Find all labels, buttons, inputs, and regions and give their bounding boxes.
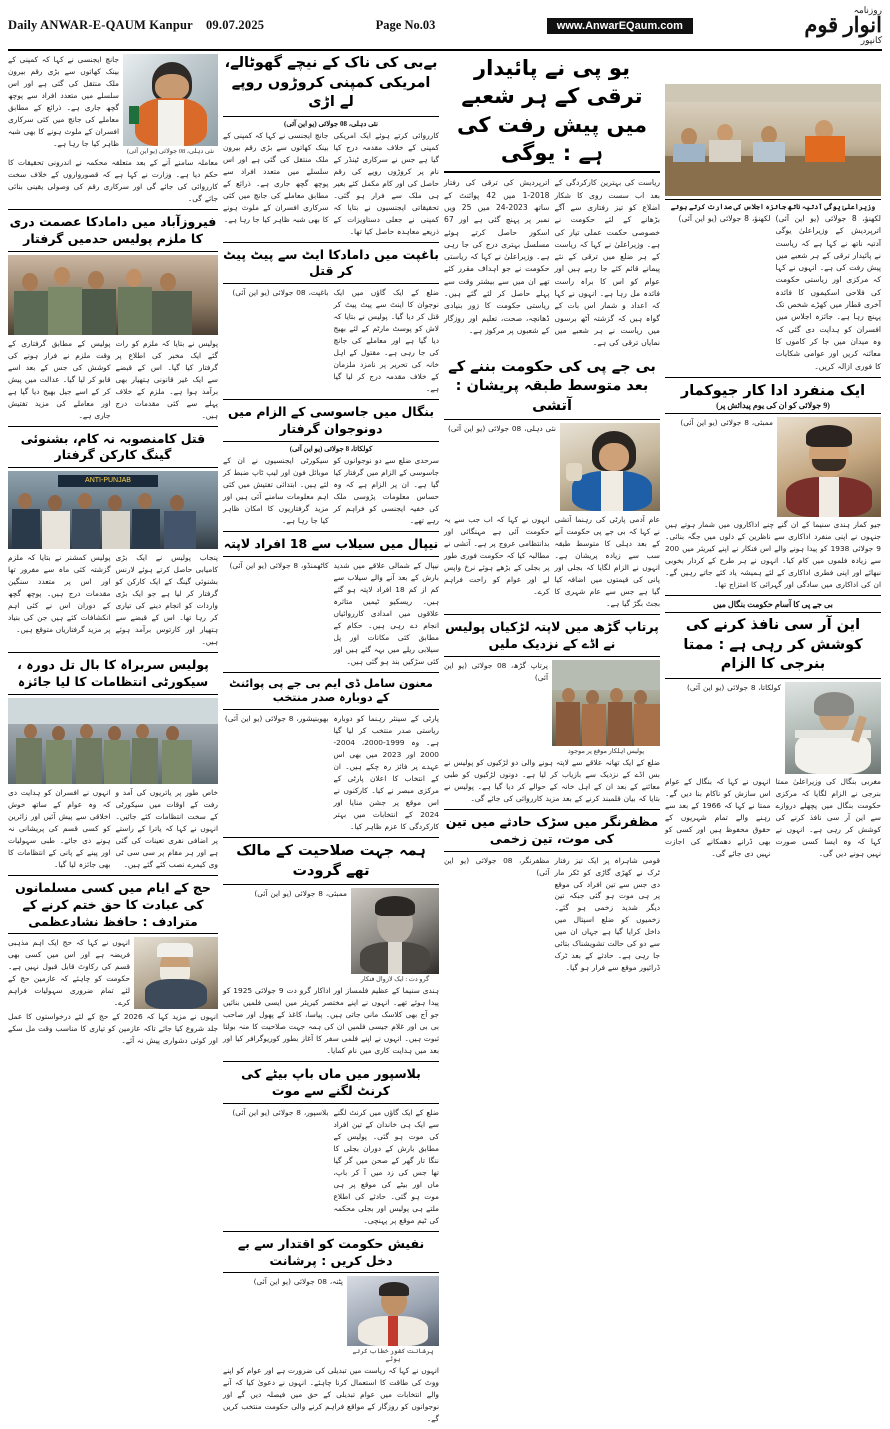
- article-nepal: [223, 536, 439, 673]
- article-murder-gang: [8, 431, 218, 654]
- dateline-baby: نئی دہلی، 08 جولائی (یو این آئی): [284, 119, 378, 128]
- photo-actor: [777, 417, 881, 517]
- headline-prashant: نفیش حکومت کو اقتدار سے بے دخل کریں : پرشانت: [237, 1235, 425, 1268]
- article-text-baghpat-2: باغپت، 08 جولائی (یو این آئی): [232, 288, 329, 298]
- article-text-lead-1: ریاست کی بہترین کارکردگی کے بعد اب سست روی کا شکار اضلاع کو تیز رفتاری سے آگے بڑھانے کے لئے حکومت نے خصوصی حکمت عملی تیار کی ہے۔ وزیراعلیٰ نے کہا کہ ریاست کے ہر ضلع میں ترقی کے نئے پیمانے قائم کئے جا رہے ہیں اور عوام کو اس کا براہ راست فائدہ مل رہا ہے۔ انہوں نے کہا کہ اعداد و شمار اس بات کے گواہ ہیں کہ گزشتہ آٹھ برسوں میں ریاست نے ہر شعبے میں نمایاں ترقی کی ہے۔: [554, 178, 660, 348]
- article-text-bilaspur-1: ضلع کے ایک گاؤں میں کرنٹ لگنے سے ایک ہی خاندان کے تین افراد کی موت ہو گئی۔ پولیس کے مطابق بارش کے دوران بجلی کا ننگا تار گھر کے صحن میں گر گیا تھا جس کی زد میں آ کر باپ، ماں اور بیٹے کی موقع پر ہی موت ہو گئی۔ حادثے کی اطلاع ملتے ہی پولیس اور بجلی محکمہ کی ٹیم موقع پر پہنچی۔: [333, 1107, 439, 1225]
- masthead-date: 09.07.2025: [205, 18, 265, 32]
- article-text-spy-1: سرحدی ضلع سے دو نوجوانوں کو جاسوسی کے الزام میں گرفتار کیا گیا ہے۔ ان پر الزام ہے کہ وہ حساس معلومات پڑوسی ملک کی خفیہ ایجنسی کو فراہم کر رہے تھے۔: [333, 455, 439, 525]
- article-hajj: [8, 880, 218, 1052]
- photo-caption-guru: گرو دت : ایک لازوال فنکار: [360, 976, 430, 984]
- article-bjp-point: [223, 677, 439, 839]
- photo-gang-arrest: ANTI-PUNJAB: [8, 471, 218, 549]
- article-text-nrc-1: کولکاتا، 8 جولائی (یو این آئی): [686, 683, 781, 693]
- article-text-bjppoint-2: بھوبنیشور، 8 جولائی (یو این آئی): [224, 714, 329, 724]
- article-text-firozabad-1: پولیس نے بتایا کہ ملزم کو رات گئے ایک مخبر کی اطلاع پر گرفتار کیا گیا۔ اس کے قبضے سے ایک غیر قانونی ہتھیار بھی برآمد ہوا ہے۔ ملزم کے خلاف پہلے سے کئی مقدمات درج ہیں۔: [115, 338, 218, 420]
- headline-nrc: این آر سی نافذ کرنے کی کوشش کر رہی ہے : ممتا بنرجی کا الزام: [683, 617, 863, 673]
- dateline-lead: وزیراعلیٰ یوگی آدتیہ ناتھ جائزہ اجلاس کی صدارت کرتے ہوئے: [670, 203, 876, 211]
- masthead: [8, 6, 882, 51]
- article-text-atishi-1: نئی دہلی، 08 جولائی (یو این آئی): [447, 424, 556, 434]
- page-grid: [8, 54, 882, 1424]
- subheadline-nrc: بی جے پی کا آسام حکومت بنگال میں: [713, 600, 833, 610]
- article-lead-right: [665, 54, 881, 378]
- article-police-review: [8, 657, 218, 876]
- photo-atishi: [560, 423, 660, 511]
- article-text-muz-2: مظفرنگر، 08 جولائی (یو این آئی): [444, 855, 550, 877]
- headline-baby: بےبی کی ناک کے نیچے گھوٹالے، امریکی کمپنی کروڑوں روپے لے اڑی: [224, 55, 438, 111]
- article-nrc: [665, 600, 881, 864]
- masthead-title: Daily ANWAR-E-QAUM Kanpur: [8, 18, 193, 32]
- headline-police-review: پولیس سربراہ کا بال تل دورہ ، سیکورٹی انتظامات کا لیا جائزہ: [17, 657, 209, 690]
- column-2: [223, 54, 439, 1424]
- article-text-nepal-1: نیپال کے شمالی علاقے میں شدید بارش کے بعد آنے والے سیلاب سے کم از کم 18 افراد لاپتہ ہو گئے ہیں۔ ریسکیو ٹیمیں متاثرہ علاقوں میں امدادی کارروائیاں انجام دے رہی ہیں۔ حکام کے مطابق کئی مکانات اور پل سیلابی ریلے میں بہہ گئے ہیں اور کئی سڑکیں بند ہو گئی ہیں۔: [333, 560, 439, 666]
- article-text-nepal-2: کاٹھمنڈو، 8 جولائی (یو این آئی): [229, 560, 329, 570]
- article-text-baghpat-1: ضلع کے ایک گاؤں میں ایک نوجوان کا اینٹ سے پیٹ پیٹ کر قتل کر دیا گیا۔ پولیس نے بتایا کہ لاش کو پوسٹ مارٹم کے لئے بھیج دیا گیا ہے اور معاملے کی جانچ کی جا رہی ہے۔ مقتول کے اہل خانہ کی تحریر پر نامزد ملزمان کے خلاف مقدمہ درج کر لیا گیا ہے۔: [333, 288, 439, 394]
- article-firozabad: [8, 214, 218, 427]
- article-text-firozabad-2: پولیس کے مطابق گرفتاری کے وقت ملزم نے فرار ہونے کی کوشش کی جس کے بعد اسے قابو کر لیا گیا۔ عدالت میں پیش کر کے اسے جیل بھیج دیا گیا ہے اور معاملے کی مزید تفتیش جاری ہے۔: [8, 338, 111, 420]
- article-block-woman: [8, 54, 218, 210]
- column-1: [8, 54, 218, 1424]
- headline-spy: بنگال میں جاسوسی کے الزام میں دونوجوان گرفتار: [227, 404, 435, 437]
- article-text-nrc-2: مغربی بنگال کی وزیراعلیٰ ممتا بنرجی نے الزام لگایا کہ مرکزی حکومت بنگال میں پچھلے دروازے سے این آر سی نافذ کرنے کی کوشش کر رہی ہے۔ انہوں نے کہا کہ وہ ایسا کسی صورت نہیں ہونے دیں گی۔: [775, 777, 881, 858]
- headline-bjp-point: معنون سامل ڈی ایم بی جے پی پوائنٹ کے دوبارہ صدر منتخب: [229, 676, 433, 705]
- article-text-guru-1: ممبئی، 8 جولائی (یو این آئی): [254, 889, 347, 899]
- article-lead-left: [444, 54, 660, 354]
- photo-police-review: [8, 698, 218, 784]
- headline-murder-gang: قتل کامنصوبہ نہ کام، بشنوئی گینگ کارکن گرفتار: [20, 430, 206, 463]
- headline-bilaspur: بلاسپور میں ماں باپ بیٹے کی کرنٹ لگنے سے موت: [241, 1066, 421, 1098]
- article-text-bilaspur-2: بلاسپور، 8 جولائی (یو این آئی): [232, 1107, 329, 1117]
- photo-prashant: [347, 1276, 439, 1346]
- article-text-actor-1: ممبئی، 8 جولائی (یو این آئی): [680, 418, 773, 428]
- article-text-police-2: انہوں نے افسران کو ہدایت دی کہ وہ عوام کے ساتھ خوش اخلاقی سے پیش آئیں اور زائرین کو کسی قسم کی پریشانی نہ ہونے دی جائے۔ طبی سہولیات اور پینے کے پانی کے انتظامات کا بھی جائزہ لیا گیا۔: [8, 787, 111, 869]
- article-text-prashant-2: انہوں نے کہا کہ ریاست میں تبدیلی کی ضرورت ہے اور عوام کو اپنے ووٹ کی طاقت کا استعمال کرنا چاہئے۔ انہوں نے دعویٰ کیا کہ آنے والے انتخابات میں عوام تبدیلی کے حق میں فیصلہ دیں گے اور نوجوانوں کو روزگار کے مواقع فراہم کرنے والی حکومت منتخب کریں گے۔: [223, 1366, 439, 1424]
- article-text-baby-2: جانچ ایجنسی نے کہا کہ کمپنی کے بینک کھاتوں سے بڑی رقم بیرون ملک منتقل کی گئی ہے اور اس سلسلے میں متعدد افراد سے پوچھ گچھ جاری ہے۔ ذرائع کے مطابق معاملے کی جانچ میں کئی سرکاری افسران کے ملوث ہونے کا بھی شبہ ظاہر کیا جا رہا ہے۔: [223, 130, 329, 224]
- column-4: [665, 54, 881, 1424]
- photo-mamata: [785, 682, 881, 774]
- article-bjp-atishi: [444, 358, 660, 616]
- article-text-hajj-1: انہوں نے کہا کہ حج ایک اہم مذہبی فریضہ ہے اور اس میں کسی بھی قسم کی رکاوٹ قابل قبول نہیں ہے۔ حکومت کو چاہئے کہ عازمین حج کے لئے تمام ضروری سہولیات فراہم کرے۔: [8, 938, 130, 1008]
- article-text-woman: جانچ ایجنسی نے کہا کہ کمپنی کے بینک کھاتوں سے بڑی رقم بیرون ملک منتقل کی گئی ہے اور اس سلسلے میں متعدد افراد سے پوچھ گچھ جاری ہے۔ ذرائع کے مطابق معاملے کی جانچ میں کئی سرکاری افسران کے ملوث ہونے کا بھی شبہ ظاہر کیا جا رہا ہے۔: [8, 55, 119, 148]
- masthead-left: [8, 18, 264, 33]
- photo-woman-speaker: [123, 54, 218, 146]
- article-text-prashant-1: پٹنہ، 08 جولائی (یو این آئی): [253, 1277, 343, 1287]
- headline-muzaffarnagar: مظفرنگر میں سڑک حادثے میں تین کی موت، تین زخمی: [445, 813, 659, 846]
- article-text-gang-2: پولیس کمشنر نے بتایا کہ ملزم گزشتہ کئی ماہ سے مفرور تھا اور اس پر متعدد سنگین مقدمات درج ہیں۔ پوچھ گچھ کے دوران اس نے کئی اہم انکشافات کئے ہیں جن کی بنیاد پر مزید گرفتاریاں متوقع ہیں۔: [8, 553, 111, 635]
- photo-firozabad-arrest: [8, 255, 218, 335]
- article-actor: [665, 382, 881, 596]
- logo-small-text: روزنامہ: [853, 5, 882, 15]
- website-url[interactable]: www.AnwarEQaum.com: [547, 18, 693, 34]
- article-pratapgarh: [444, 619, 660, 810]
- photo-hafiz: [134, 937, 218, 1009]
- headline-nepal: نیپال میں سیلاب سے 18 افراد لاپتہ: [223, 535, 439, 551]
- headline-actor: ایک منفرد ادا کار جیوکمار: [680, 382, 866, 399]
- dateline-spy: کولکاتا، 8 جولائی (یو این آئی): [289, 444, 373, 453]
- photo-caption-pratapgarh: پولیس اہلکار موقع پر موجود: [567, 747, 645, 755]
- photo-caption-woman: نئی دہلی، 08 جولائی (یو این آئی): [126, 148, 215, 155]
- article-text-woman-2: معاملہ سامنے آنے کے بعد متعلقہ محکمہ نے اندرونی تحقیقات کا حکم دیا ہے۔ وزارت نے کہا ہے کہ قصورواروں کے خلاف سخت کارروائی کی جائے گی اور سرکاری رقم کی وصولی یقینی بنائی جائے گی۔: [8, 158, 218, 203]
- headline-pratapgarh: پرتاپ گڑھ میں لاپتہ لڑکیاں پولیس نے اڈے کے نزدیک ملیں: [445, 619, 659, 651]
- article-text-bjppoint-1: پارٹی کے سینئر رہنما کو دوبارہ ریاستی صدر منتخب کر لیا گیا ہے۔ وہ 1999-2000، 2004-2000 اور 2023 میں بھی اس عہدے پر فائز رہ چکے ہیں۔ ان کے انتخاب کا اعلان پارٹی کے مرکزی مبصر نے کیا۔ کارکنوں نے اس موقع پر جشن منایا اور 2024 کے انتخابات میں بہتر کارکردگی کا عزم ظاہر کیا۔: [333, 714, 439, 832]
- headline-baghpat: باغپت میں دامادکا ایٹ سے پیٹ پیٹ کر قتل: [223, 246, 439, 279]
- article-text-atishi-3: انہوں نے کہا کہ اب جب سے یہ حکومت آئی ہے مہنگائی اور بدانتظامی عروج پر ہے۔ آتشی نے مطالبہ کیا کہ حکومت فوری طور پر بجلی کے بڑھے ہوئے نرخ واپس لے اور عوام کو راحت فراہم کرے۔: [444, 515, 550, 597]
- article-text-actor-2: جیو کمار ہندی سنیما کے ان گنے چنے اداکاروں میں شمار ہوتے ہیں جنہوں نے اپنی منفرد اداکاری سے ناظرین کے دلوں میں جگہ بنائی۔ 9 جولائی 1938 کو پیدا ہونے والے اس فنکار نے اپنے کیریئر میں 200 سے زیادہ فلموں میں کام کیا۔ انہوں نے ہر طرح کے کردار بخوبی نبھائے اور اپنی فطری اداکاری کے لئے ہمیشہ یاد کئے جاتے رہیں گے۔ ان کی اداکاری میں سادگی اور گہرائی کا امتزاج تھا۔: [665, 520, 881, 590]
- article-spy: [223, 404, 439, 532]
- masthead-logo: [804, 6, 882, 45]
- article-text-atishi-2: عام آدمی پارٹی کی رہنما آتشی نے کہا کہ بی جے پی حکومت آنے کے بعد دہلی کا متوسط طبقہ سب سے زیادہ پریشان ہے۔ انہوں نے الزام لگایا کہ بجلی اور پانی کی قیمتوں میں اضافہ کیا گیا ہے جس سے عام شہری کا بجٹ بگڑ گیا ہے۔: [554, 515, 660, 609]
- logo-title: انوار قوم: [804, 13, 882, 37]
- article-text-baby-1: کارروائی کرتے ہوئے ایک امریکی کمپنی کے خلاف مقدمہ درج کیا گیا ہے جس نے سرکاری ٹینڈر کے نام پر کروڑوں روپے کی رقم حاصل کی اور کام مکمل کئے بغیر ہی ملک سے فرار ہو گئی۔ تحقیقاتی ایجنسیوں نے بتایا کہ کمپنی نے جعلی دستاویزات کے ذریعے معاہدہ حاصل کیا تھا۔: [333, 130, 439, 236]
- headline-bjp-atishi: بی جے پی کی حکومت بننے کے بعد متوسط طبقہ پریشان : آتشی: [448, 358, 656, 414]
- photo-guru-dutt: [351, 888, 439, 974]
- headline-hajj: حج کے ایام میں کسی مسلمانوں کی عبادت کا حق ختم کرنے کے مترادف : حافظ نشادعظمی: [15, 879, 211, 929]
- photo-caption-prashant: پرشانت کشور خطاب کرتے ہوئے: [352, 1348, 434, 1364]
- article-baghpat: [223, 247, 439, 401]
- article-bilaspur: [223, 1066, 439, 1232]
- headline-lead: یو پی نے پائیدار ترقی کے ہر شعبے میں پیش رفت کی ہے : یوگی: [444, 54, 660, 173]
- article-text-muz-1: قومی شاہراہ پر ایک تیز رفتار ٹرک نے کھڑی گاڑی کو ٹکر مار دی جس سے تین افراد کی موقع پر ہی موت ہو گئی جبکہ تین دیگر شدید زخمی ہو گئے۔ زخمیوں کو ضلع اسپتال میں داخل کرایا گیا ہے جہاں ان میں سے دو کی حالت تشویشناک بتائی جا رہی ہے۔ حادثے کے بعد ٹرک ڈرائیور موقع سے فرار ہو گیا۔: [554, 855, 660, 973]
- article-text-guru-2: ہندی سنیما کے عظیم فلمساز اور اداکار گرو دت 9 جولائی 1925 کو پیدا ہوئے تھے۔ انہوں نے اپنے مختصر کیریئر میں ایسی فلمیں بنائیں جو آج بھی کلاسک مانی جاتی ہیں۔ پیاسا، کاغذ کے پھول اور صاحب بی بی اور غلام جیسی فلمیں ان کی ہمہ جہت صلاحیت کا منہ بولتا ثبوت ہیں۔ انہوں نے اپنے فلمی سفر کا آغاز بطور کوریوگرافر کیا اور بعد میں ہدایت کاری میں نام کمایا۔: [223, 986, 439, 1056]
- article-text-pratapgarh-2: ضلع کے ایک تھانہ علاقے سے لاپتہ ہونے والی دو لڑکیوں کو پولیس نے بس اڈے کے نزدیک سے بازیاب کر لیا ہے۔ دونوں لڑکیوں کو طبی معائنے کے بعد ان کے اہل خانہ کے حوالے کر دیا گیا ہے۔ پولیس نے بتایا کہ بیان قلمبند کرنے کے بعد مزید کارروائی کی جائے گی۔: [444, 757, 660, 803]
- article-text-spy-2: سیکورٹی ایجنسیوں نے ان کے موبائل فون اور لیپ ٹاپ ضبط کر لئے ہیں۔ ابتدائی تفتیش میں کئی اہم معلومات سامنے آئی ہیں اور مزید گرفتاریوں کا امکان ظاہر کیا جا رہا ہے۔: [223, 455, 329, 525]
- page-number: Page No.03: [375, 18, 436, 32]
- headline-guru-dutt: ہمہ جہت صلاحیت کے مالک تھے گرودت: [236, 843, 426, 879]
- article-text-lead-3: لکھنؤ، 8 جولائی (یو این آئی) اترپردیش کے وزیراعلیٰ یوگی آدتیہ ناتھ نے کہا ہے کہ ریاست نے پائیدار ترقی کے ہر شعبے میں پیش رفت کی ہے۔ انہوں نے کہا کہ مرکزی اور ریاستی حکومت کی فلاحی اسکیموں کا فائدہ آخری قطار میں کھڑے شخص تک پہنچ رہا ہے۔ جائزہ اجلاس میں افسران کو ہدایت دی گئی کہ وہ میدان میں جا کر کاموں کا معائنہ کریں اور عوامی شکایات کا فوری ازالہ کریں۔: [775, 214, 881, 371]
- photo-pratapgarh: [552, 660, 660, 746]
- article-baby: [223, 54, 439, 243]
- article-text-police-1: خاص طور پر یاتریوں کی آمد و رفت کے اوقات میں سیکورٹی کے سخت انتظامات کئے جائیں۔ انہوں نے کہا کہ یاترا کے راستے پر اضافی نفری تعینات کی گئی ہے اور ہر مقام پر سی سی ٹی وی کیمرے نصب کئے گئے ہیں۔: [115, 787, 218, 869]
- photo-lead-meeting: [665, 84, 881, 196]
- headline-firozabad: فیروزآباد میں دامادکا عصمت دری کا ملزم پولیس حدمیں گرفتار: [9, 213, 217, 246]
- article-text-hajj-2: انہوں نے مزید کہا کہ 2026 کے حج کے لئے درخواستوں کا عمل جلد شروع کیا جائے تاکہ عازمین کو تیاری کا مناسب وقت مل سکے اور کوئی دشواری پیش نہ آئے۔: [8, 1012, 218, 1046]
- column-3: [444, 54, 660, 1424]
- article-text-gang-1: پنجاب پولیس نے ایک بڑی کامیابی حاصل کرتے ہوئے لارنس بشنوئی گینگ کے ایک کارکن کو گرفتار کر لیا ہے جو ایک بڑی واردات کو انجام دینے کی تیاری کر رہا تھا۔ اس کے قبضے سے ہتھیار اور کارتوس برآمد ہوئے ہیں۔: [115, 553, 218, 647]
- article-text-nrc-3: انہوں نے کہا کہ بنگال کے عوام اس سازش کو ناکام بنا دیں گے۔ ممتا نے کہا کہ 1966 کے بعد سے رہنے والے تمام شہریوں کے حقوق محفوظ ہیں اور کسی کو بھی ڈرانے دھمکانے کی اجازت نہیں دی جائے گی۔: [665, 777, 771, 858]
- subheadline-actor: (9 جولائی کو ان کی یوم پیدائش پر): [716, 401, 830, 411]
- article-prashant: [223, 1236, 439, 1429]
- logo-city: کانپور: [860, 35, 882, 45]
- article-text-pratapgarh-1: پرتاپ گڑھ، 08 جولائی (یو این آئی): [444, 660, 548, 682]
- article-text-lead-4: لکھنؤ، 8 جولائی (یو این آئی): [678, 214, 771, 223]
- article-guru-dutt: [223, 842, 439, 1062]
- article-text-lead-2: اترپردیش کی ترقی کی رفتار 2018-1 میں 42 پوائنٹ کے ساتھ 2023-24 میں 25 ویں نمبر پر پہنچ گئی ہے اور 67 اسکور حاصل کرتے ہوئے مسلسل بہتری درج کی جا رہی ہے۔ وزیراعلیٰ نے کہا کہ ریاستی حکومت نے جو اہداف مقرر کئے تھے ان میں سے بیشتر وقت سے پہلے حاصل کر لئے گئے ہیں۔ ریاستی حکومت کا زور بنیادی ڈھانچہ، صحت، تعلیم اور روزگار کے شعبوں پر مرکوز ہے۔: [444, 178, 550, 335]
- article-muzaffarnagar: [444, 814, 660, 979]
